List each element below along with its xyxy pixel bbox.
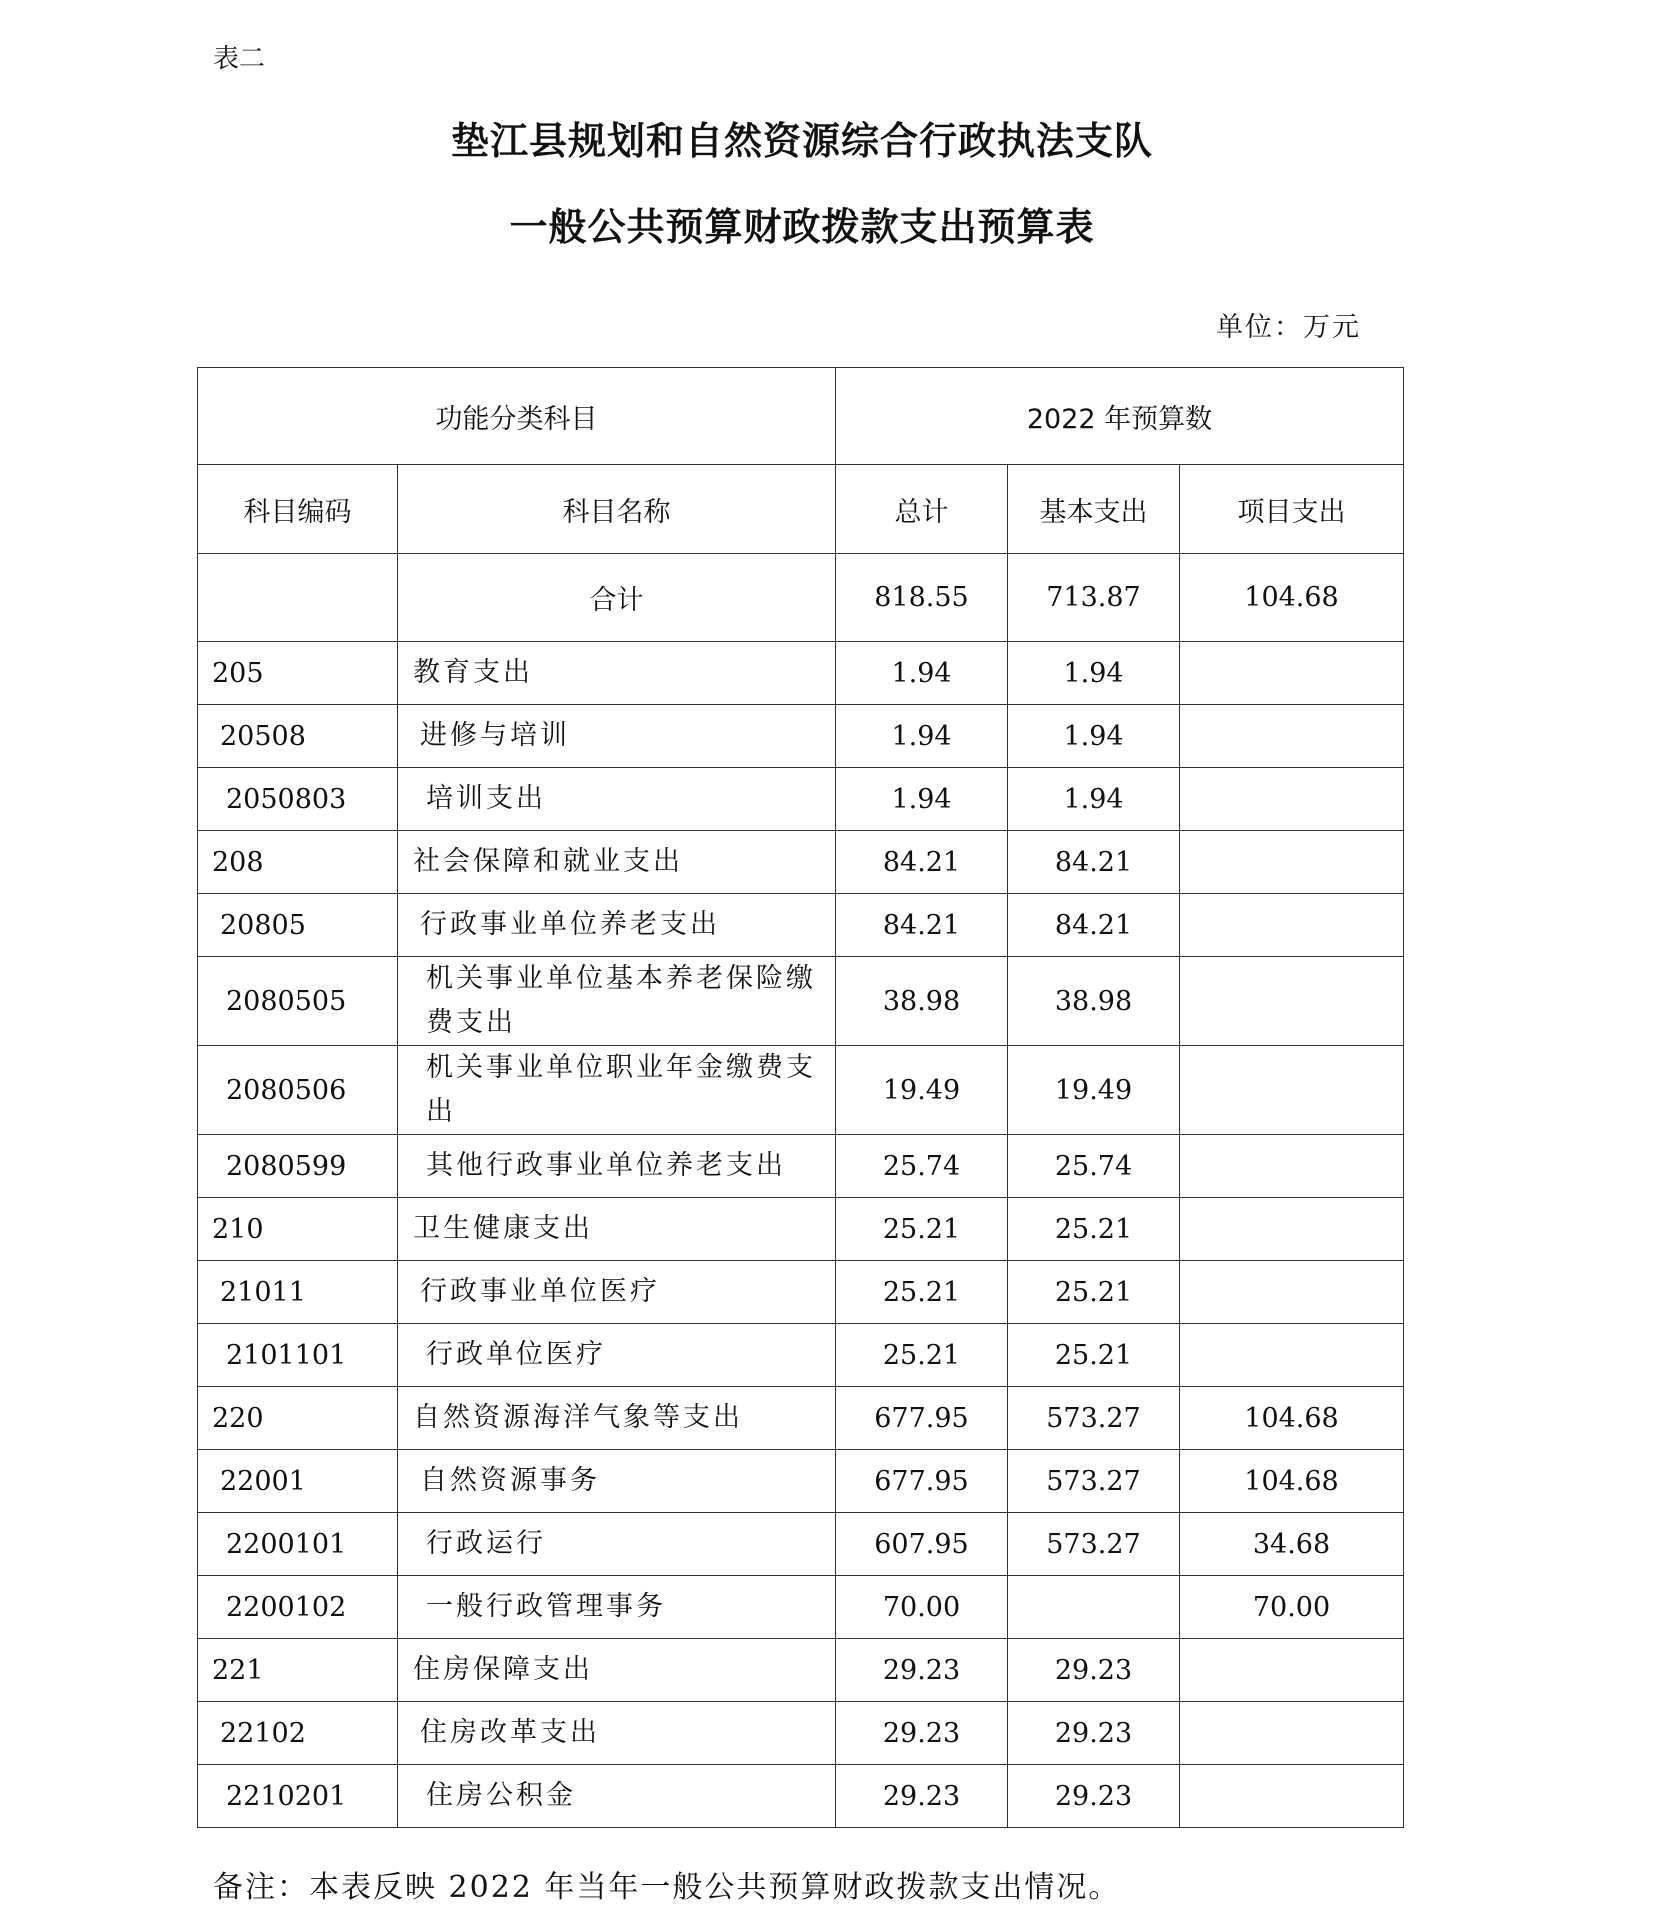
row-name: 培训支出: [398, 768, 836, 831]
row-name: 进修与培训: [398, 705, 836, 768]
row-total: 29.23: [836, 1765, 1008, 1828]
row-total: 25.21: [836, 1261, 1008, 1324]
row-basic: 25.21: [1008, 1261, 1180, 1324]
row-name: 行政单位医疗: [398, 1324, 836, 1387]
row-total: 84.21: [836, 831, 1008, 894]
row-basic: 25.74: [1008, 1135, 1180, 1198]
row-code: 2210201: [198, 1765, 398, 1828]
row-basic: 1.94: [1008, 642, 1180, 705]
row-code: 2050803: [198, 768, 398, 831]
header-budget-year: 2022 年预算数: [836, 368, 1404, 465]
row-total: 1.94: [836, 705, 1008, 768]
row-basic: 1.94: [1008, 705, 1180, 768]
header-basic: 基本支出: [1008, 465, 1180, 554]
table-row: [198, 705, 1404, 768]
row-code: 2200102: [198, 1576, 398, 1639]
row-name: 行政运行: [398, 1513, 836, 1576]
row-name: 行政事业单位医疗: [398, 1261, 836, 1324]
row-total: 70.00: [836, 1576, 1008, 1639]
table-row: [198, 1765, 1404, 1828]
row-code: 210: [198, 1198, 398, 1261]
row-code: 2080599: [198, 1135, 398, 1198]
row-code: 2080505: [198, 957, 398, 1046]
row-basic: [1008, 1576, 1180, 1639]
header-total: 总计: [836, 465, 1008, 554]
row-code: 2200101: [198, 1513, 398, 1576]
row-basic: 573.27: [1008, 1513, 1180, 1576]
row-project: [1180, 1702, 1404, 1765]
row-project: [1180, 831, 1404, 894]
row-basic: 25.21: [1008, 1324, 1180, 1387]
row-project: [1180, 1324, 1404, 1387]
header-row-group: [198, 368, 1404, 465]
page-title: 垫江县规划和自然资源综合行政执法支队: [450, 119, 1153, 163]
row-basic: 29.23: [1008, 1639, 1180, 1702]
table-row: [198, 1198, 1404, 1261]
row-total: 29.23: [836, 1702, 1008, 1765]
total-total: 818.55: [836, 554, 1008, 642]
row-name: 机关事业单位基本养老保险缴费支出: [398, 957, 836, 1046]
row-code: 220: [198, 1387, 398, 1450]
row-code: 221: [198, 1639, 398, 1702]
row-basic: 573.27: [1008, 1387, 1180, 1450]
table-label: 表二: [213, 44, 266, 74]
row-project: 34.68: [1180, 1513, 1404, 1576]
row-project: [1180, 1639, 1404, 1702]
table-row: [198, 957, 1404, 1046]
row-basic: 84.21: [1008, 894, 1180, 957]
row-total: 677.95: [836, 1387, 1008, 1450]
row-code: 2080506: [198, 1046, 398, 1135]
table-row: [198, 1450, 1404, 1513]
row-project: [1180, 1765, 1404, 1828]
table-row: [198, 1576, 1404, 1639]
row-basic: 38.98: [1008, 957, 1180, 1046]
header-row-columns: [198, 465, 1404, 554]
row-project: [1180, 1135, 1404, 1198]
table-row: [198, 1639, 1404, 1702]
row-total: 1.94: [836, 642, 1008, 705]
header-name: 科目名称: [398, 465, 836, 554]
footnote: 备注：本表反映 2022 年当年一般公共预算财政拨款支出情况。: [213, 1870, 1121, 1905]
row-name: 一般行政管理事务: [398, 1576, 836, 1639]
row-project: [1180, 768, 1404, 831]
table-row: [198, 1387, 1404, 1450]
row-project: 70.00: [1180, 1576, 1404, 1639]
row-basic: 29.23: [1008, 1702, 1180, 1765]
table-row: [198, 1135, 1404, 1198]
table-row: [198, 1046, 1404, 1135]
total-basic: 713.87: [1008, 554, 1180, 642]
row-basic: 25.21: [1008, 1198, 1180, 1261]
table-row: [198, 768, 1404, 831]
row-basic: 29.23: [1008, 1765, 1180, 1828]
total-row: [198, 554, 1404, 642]
row-basic: 84.21: [1008, 831, 1180, 894]
row-name: 行政事业单位养老支出: [398, 894, 836, 957]
total-project: 104.68: [1180, 554, 1404, 642]
row-project: 104.68: [1180, 1450, 1404, 1513]
row-project: [1180, 705, 1404, 768]
row-total: 25.74: [836, 1135, 1008, 1198]
page-subtitle: 一般公共预算财政拨款支出预算表: [509, 205, 1095, 249]
row-total: 607.95: [836, 1513, 1008, 1576]
row-total: 677.95: [836, 1450, 1008, 1513]
row-name: 社会保障和就业支出: [398, 831, 836, 894]
row-name: 住房公积金: [398, 1765, 836, 1828]
row-name: 机关事业单位职业年金缴费支出: [398, 1046, 836, 1135]
row-project: [1180, 1261, 1404, 1324]
header-project: 项目支出: [1180, 465, 1404, 554]
row-name: 其他行政事业单位养老支出: [398, 1135, 836, 1198]
row-name: 教育支出: [398, 642, 836, 705]
row-total: 19.49: [836, 1046, 1008, 1135]
table-row: [198, 642, 1404, 705]
header-code: 科目编码: [198, 465, 398, 554]
row-name: 住房保障支出: [398, 1639, 836, 1702]
table-row: [198, 1702, 1404, 1765]
row-name: 卫生健康支出: [398, 1198, 836, 1261]
table-row: [198, 1324, 1404, 1387]
budget-table: [197, 367, 1404, 1828]
row-code: 22102: [198, 1702, 398, 1765]
row-code: 21011: [198, 1261, 398, 1324]
table-row: [198, 831, 1404, 894]
total-name: 合计: [398, 554, 836, 642]
row-code: 22001: [198, 1450, 398, 1513]
row-code: 20805: [198, 894, 398, 957]
total-code: [198, 554, 398, 642]
row-total: 25.21: [836, 1324, 1008, 1387]
row-project: [1180, 1046, 1404, 1135]
row-code: 205: [198, 642, 398, 705]
row-total: 38.98: [836, 957, 1008, 1046]
row-basic: 19.49: [1008, 1046, 1180, 1135]
row-total: 29.23: [836, 1639, 1008, 1702]
row-project: [1180, 642, 1404, 705]
row-basic: 573.27: [1008, 1450, 1180, 1513]
row-name: 自然资源事务: [398, 1450, 836, 1513]
table-row: [198, 1513, 1404, 1576]
row-total: 1.94: [836, 768, 1008, 831]
row-name: 自然资源海洋气象等支出: [398, 1387, 836, 1450]
row-total: 25.21: [836, 1198, 1008, 1261]
table-row: [198, 894, 1404, 957]
row-code: 208: [198, 831, 398, 894]
row-code: 2101101: [198, 1324, 398, 1387]
unit-label: 单位：万元: [1216, 312, 1361, 343]
row-total: 84.21: [836, 894, 1008, 957]
table-row: [198, 1261, 1404, 1324]
row-project: [1180, 957, 1404, 1046]
row-project: 104.68: [1180, 1387, 1404, 1450]
row-basic: 1.94: [1008, 768, 1180, 831]
row-code: 20508: [198, 705, 398, 768]
row-name: 住房改革支出: [398, 1702, 836, 1765]
row-project: [1180, 894, 1404, 957]
row-project: [1180, 1198, 1404, 1261]
header-functional-category: 功能分类科目: [198, 368, 836, 465]
